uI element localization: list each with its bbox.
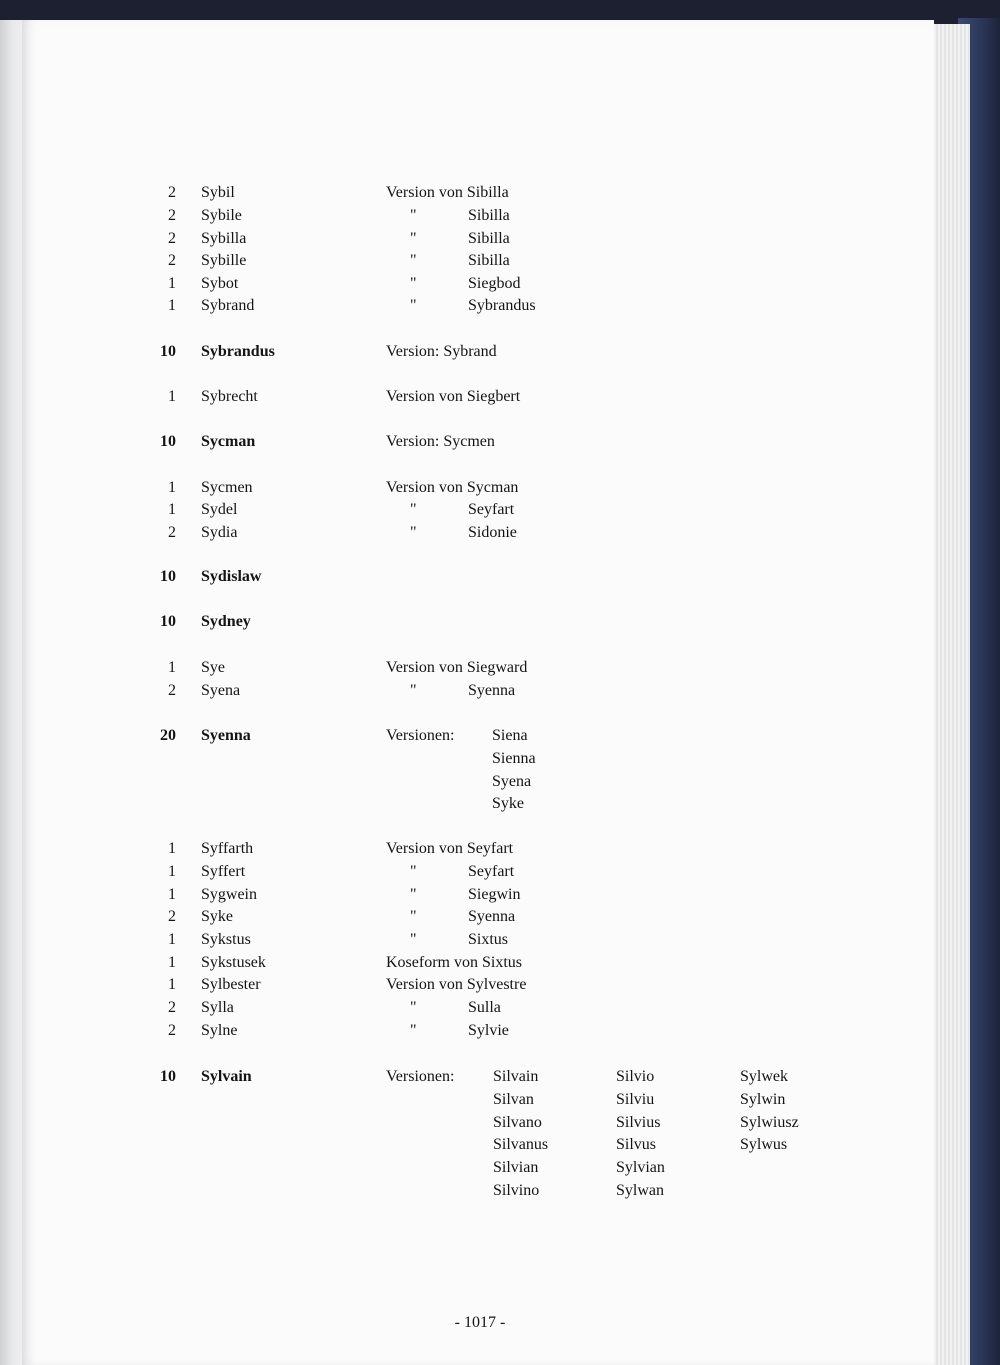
entry-frequency: 1 bbox=[168, 954, 176, 971]
variant-name: Syke bbox=[492, 795, 524, 812]
entry-description: Koseform von Sixtus bbox=[386, 954, 522, 971]
variant-name: Sylvian bbox=[616, 1159, 665, 1176]
entry-frequency: 1 bbox=[168, 976, 176, 993]
variant-name: Sylwiusz bbox=[740, 1114, 799, 1131]
entry-name: Sydney bbox=[201, 613, 251, 630]
entry-row bbox=[0, 521, 1000, 544]
variant-name: Sylwus bbox=[740, 1136, 788, 1153]
entry-name: Sye bbox=[201, 659, 225, 676]
variant-name: Silvain bbox=[493, 1068, 539, 1085]
entry-frequency: 2 bbox=[168, 1022, 176, 1039]
ditto-mark: " bbox=[410, 524, 417, 541]
ditto-mark: " bbox=[410, 252, 417, 269]
entry-name: Sybile bbox=[201, 207, 242, 224]
entry-frequency: 1 bbox=[168, 863, 176, 880]
entry-frequency: 2 bbox=[168, 184, 176, 201]
entry-name: Sybrecht bbox=[201, 388, 258, 405]
variant-name: Siena bbox=[492, 727, 528, 744]
variant-name: Sienna bbox=[492, 750, 536, 767]
entry-frequency: 2 bbox=[168, 682, 176, 699]
entry-reference: Siegbod bbox=[468, 275, 521, 292]
entry-frequency: 1 bbox=[168, 275, 176, 292]
variant-name: Sylwan bbox=[616, 1182, 664, 1199]
entry-row bbox=[0, 837, 1000, 860]
variant-name: Silvan bbox=[493, 1091, 534, 1108]
entry-name: Sybrandus bbox=[201, 343, 275, 360]
variant-name: Silviu bbox=[616, 1091, 655, 1108]
variant-name: Silvino bbox=[493, 1182, 540, 1199]
entry-frequency: 2 bbox=[168, 207, 176, 224]
entry-reference: Sibilla bbox=[468, 252, 510, 269]
entry-row bbox=[0, 272, 1000, 295]
entry-reference: Syenna bbox=[468, 682, 516, 699]
entry-description: Version von Siegward bbox=[386, 659, 528, 676]
entry-description: Version: Sycmen bbox=[386, 433, 495, 450]
variant-name: Syena bbox=[492, 773, 532, 790]
ditto-mark: " bbox=[410, 999, 417, 1016]
entry-name: Sykstusek bbox=[201, 954, 266, 971]
entry-name: Sydislaw bbox=[201, 568, 262, 585]
entry-row bbox=[0, 679, 1000, 702]
entry-frequency: 1 bbox=[168, 297, 176, 314]
ditto-mark: " bbox=[410, 1022, 417, 1039]
variant-name: Silvano bbox=[493, 1114, 542, 1131]
entry-row bbox=[0, 951, 1000, 974]
entry-name: Sybille bbox=[201, 252, 247, 269]
entry-reference: Siegwin bbox=[468, 886, 521, 903]
ditto-mark: " bbox=[410, 297, 417, 314]
entry-name: Sybot bbox=[201, 275, 239, 292]
ditto-mark: " bbox=[410, 501, 417, 518]
entry-description: Version von Seyfart bbox=[386, 840, 514, 857]
variant-name: Silvio bbox=[616, 1068, 655, 1085]
entry-row bbox=[0, 227, 1000, 250]
entry-frequency: 1 bbox=[168, 388, 176, 405]
entry-name: Syenna bbox=[201, 727, 251, 744]
entry-row bbox=[0, 973, 1000, 996]
entry-row bbox=[0, 860, 1000, 883]
entry-frequency: 1 bbox=[168, 659, 176, 676]
entry-name: Sybil bbox=[201, 184, 235, 201]
entry-frequency: 2 bbox=[168, 524, 176, 541]
entry-reference: Sylvie bbox=[468, 1022, 509, 1039]
entry-name: Syena bbox=[201, 682, 241, 699]
entry-description: Version von Sylvestre bbox=[386, 976, 527, 993]
entry-reference: Sibilla bbox=[468, 207, 510, 224]
entry-reference: Seyfart bbox=[468, 501, 515, 518]
entry-name: Syke bbox=[201, 908, 233, 925]
entry-name: Sylne bbox=[201, 1022, 238, 1039]
ditto-mark: " bbox=[410, 207, 417, 224]
entry-frequency: 20 bbox=[160, 727, 176, 744]
entry-name: Sylla bbox=[201, 999, 234, 1016]
entry-name: Sycman bbox=[201, 433, 256, 450]
entry-name: Sykstus bbox=[201, 931, 251, 948]
entry-row bbox=[0, 883, 1000, 906]
entry-description: Version von Siegbert bbox=[386, 388, 521, 405]
variant-name: Sylwin bbox=[740, 1091, 786, 1108]
ditto-mark: " bbox=[410, 275, 417, 292]
entry-description: Version: Sybrand bbox=[386, 343, 497, 360]
entry-row bbox=[0, 204, 1000, 227]
entry-frequency: 10 bbox=[160, 568, 176, 585]
variant-name: Silvus bbox=[616, 1136, 657, 1153]
entry-reference: Sidonie bbox=[468, 524, 517, 541]
entry-row bbox=[0, 181, 1000, 204]
entry-description: Versionen: bbox=[386, 1068, 455, 1085]
ditto-mark: " bbox=[410, 682, 417, 699]
entry-reference: Seyfart bbox=[468, 863, 515, 880]
entry-row bbox=[0, 294, 1000, 317]
entry-description: Versionen: bbox=[386, 727, 455, 744]
entry-row bbox=[0, 430, 1000, 453]
entry-name: Sybrand bbox=[201, 297, 255, 314]
entry-reference: Syenna bbox=[468, 908, 516, 925]
entry-row bbox=[0, 249, 1000, 272]
variant-name: Silvanus bbox=[493, 1136, 549, 1153]
entry-name: Sygwein bbox=[201, 886, 257, 903]
entry-frequency: 10 bbox=[160, 613, 176, 630]
ditto-mark: " bbox=[410, 908, 417, 925]
entry-frequency: 1 bbox=[168, 501, 176, 518]
entry-row bbox=[0, 340, 1000, 363]
ditto-mark: " bbox=[410, 931, 417, 948]
entry-row bbox=[0, 1019, 1000, 1042]
entry-reference: Sulla bbox=[468, 999, 501, 1016]
entry-name: Sylvain bbox=[201, 1068, 252, 1085]
ditto-mark: " bbox=[410, 230, 417, 247]
entry-frequency: 2 bbox=[168, 252, 176, 269]
entry-description: Version von Sibilla bbox=[386, 184, 509, 201]
entry-frequency: 1 bbox=[168, 840, 176, 857]
entry-name: Syffert bbox=[201, 863, 246, 880]
entry-row bbox=[0, 905, 1000, 928]
entry-frequency: 1 bbox=[168, 886, 176, 903]
entry-description: Version von Sycman bbox=[386, 479, 519, 496]
variant-name: Silvius bbox=[616, 1114, 661, 1131]
entry-row bbox=[0, 565, 1000, 588]
ditto-mark: " bbox=[410, 886, 417, 903]
variant-name: Silvian bbox=[493, 1159, 539, 1176]
entry-reference: Sixtus bbox=[468, 931, 509, 948]
entry-name: Sydia bbox=[201, 524, 238, 541]
page-number: - 1017 - bbox=[454, 1314, 506, 1331]
entry-name: Sycmen bbox=[201, 479, 253, 496]
entry-frequency: 2 bbox=[168, 999, 176, 1016]
entry-frequency: 10 bbox=[160, 343, 176, 360]
variant-name: Sylwek bbox=[740, 1068, 788, 1085]
entry-row bbox=[0, 498, 1000, 521]
entry-name: Syffarth bbox=[201, 840, 254, 857]
entry-name: Sydel bbox=[201, 501, 238, 518]
entry-frequency: 2 bbox=[168, 230, 176, 247]
entry-frequency: 10 bbox=[160, 1068, 176, 1085]
entry-frequency: 10 bbox=[160, 433, 176, 450]
entry-row bbox=[0, 928, 1000, 951]
entry-frequency: 1 bbox=[168, 479, 176, 496]
entry-row bbox=[0, 656, 1000, 679]
entry-reference: Sybrandus bbox=[468, 297, 536, 314]
entry-frequency: 1 bbox=[168, 931, 176, 948]
entry-row bbox=[0, 476, 1000, 499]
entry-frequency: 2 bbox=[168, 908, 176, 925]
entry-row bbox=[0, 385, 1000, 408]
ditto-mark: " bbox=[410, 863, 417, 880]
entry-row bbox=[0, 610, 1000, 633]
entry-name: Sybilla bbox=[201, 230, 247, 247]
entry-reference: Sibilla bbox=[468, 230, 510, 247]
entry-name: Sylbester bbox=[201, 976, 261, 993]
entry-row bbox=[0, 996, 1000, 1019]
